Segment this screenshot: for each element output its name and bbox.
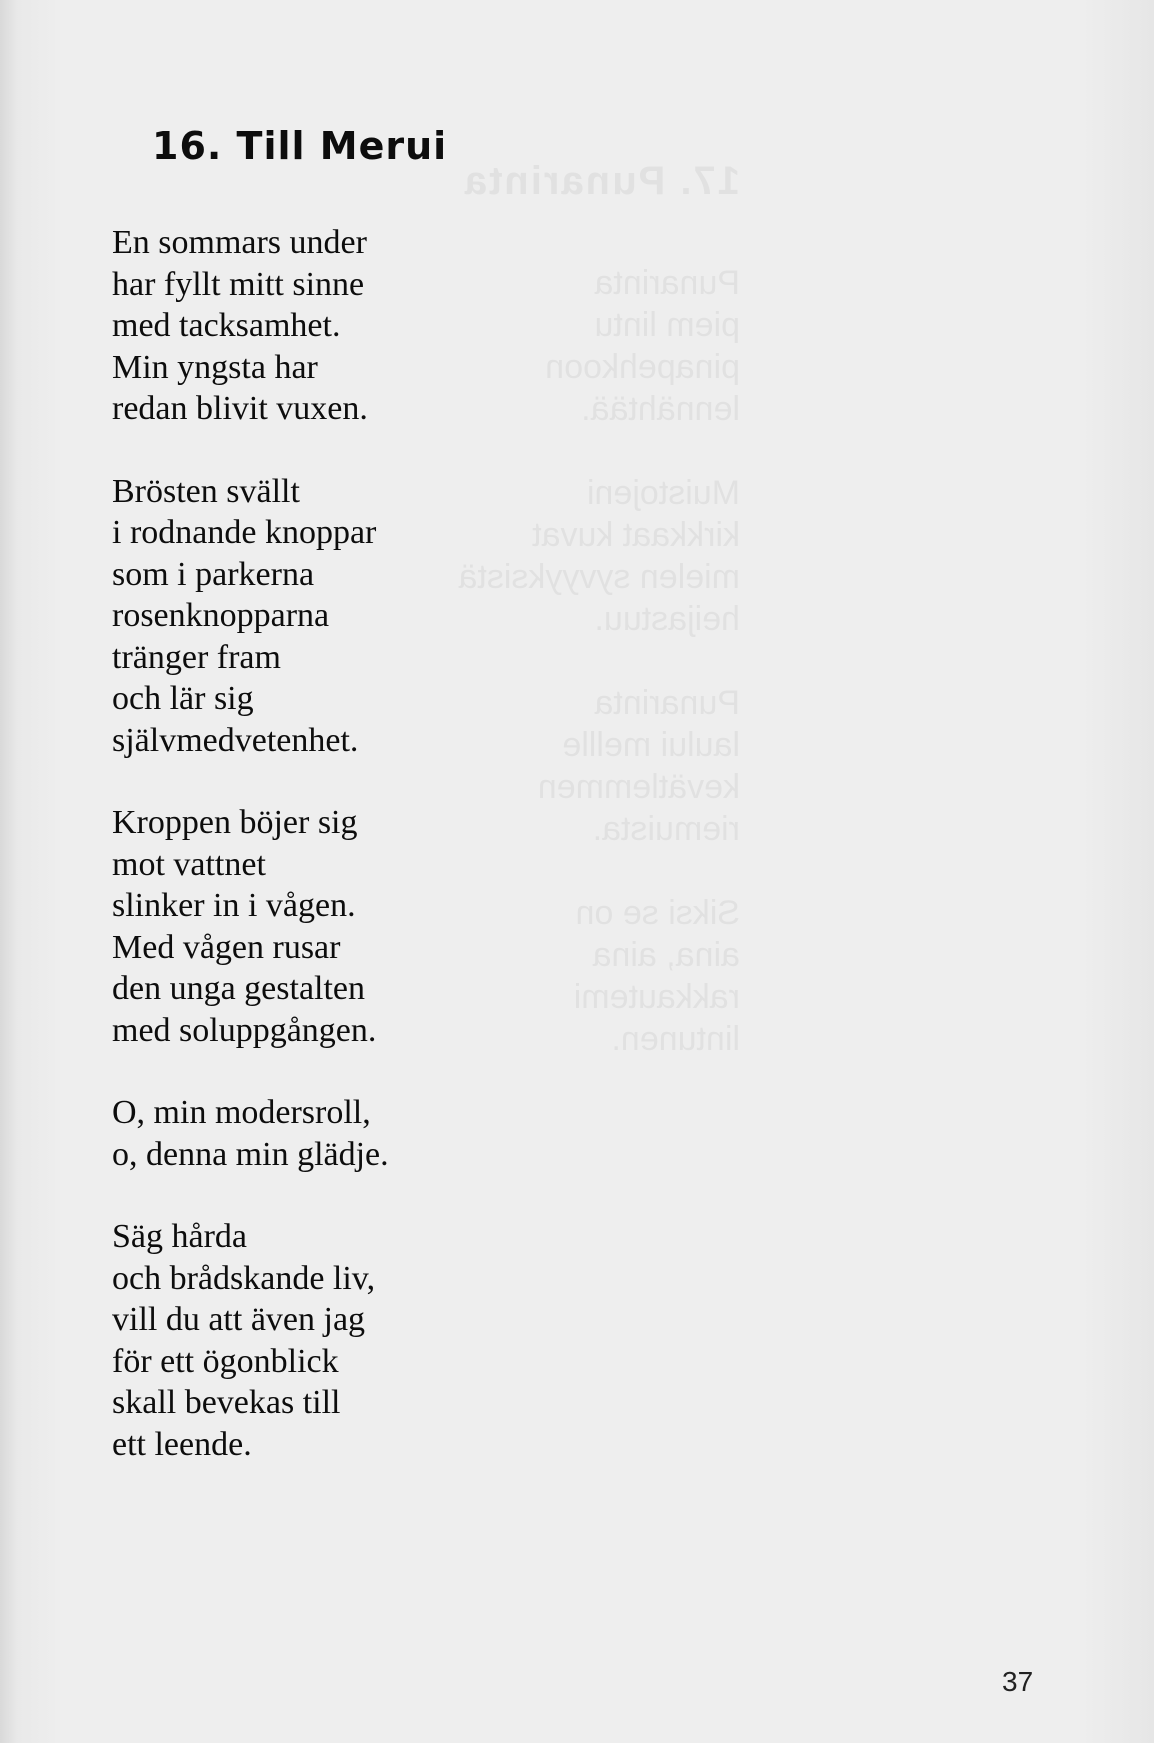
poem-stanza bbox=[112, 802, 532, 1051]
bleed-through-line: riemuista. bbox=[592, 810, 740, 848]
poem-stanza bbox=[112, 1216, 532, 1465]
page-number: 37 bbox=[1002, 1666, 1034, 1697]
poem-line: tränger fram bbox=[112, 638, 281, 676]
poem-line: ett leende. bbox=[112, 1425, 252, 1463]
poem-line: Min yngsta har bbox=[112, 348, 318, 386]
poem-line: rosenknopparna bbox=[112, 597, 330, 634]
bleed-through-line: heijastuu. bbox=[594, 600, 740, 638]
poem-line: Brösten svällt bbox=[112, 472, 300, 510]
poem-title: 16. Till Merui bbox=[152, 124, 448, 168]
poem-body bbox=[112, 222, 532, 1506]
poem-line: redan blivit vuxen. bbox=[112, 390, 368, 427]
poem-line: som i parkerna bbox=[112, 555, 315, 593]
bleed-through-line: Punarinta bbox=[594, 264, 740, 302]
poem-stanza bbox=[112, 222, 532, 430]
poem-line: med soluppgången. bbox=[112, 1011, 377, 1049]
poem-line: o, denna min glädje. bbox=[112, 1135, 389, 1173]
poem-line: självmedvetenhet. bbox=[112, 721, 359, 759]
poem-line: Säg hårda bbox=[112, 1218, 248, 1255]
bleed-through-line: aina, aina bbox=[592, 936, 740, 974]
poem-line: har fyllt mitt sinne bbox=[112, 265, 365, 303]
poem-stanza bbox=[112, 1092, 532, 1175]
poem-line: mot vattnet bbox=[112, 845, 266, 883]
poem-line: Med vågen rusar bbox=[112, 928, 341, 966]
poem-line: för ett ögonblick bbox=[112, 1342, 339, 1380]
poem-line: den unga gestalten bbox=[112, 970, 366, 1007]
bleed-through-line: Siksi se on bbox=[575, 894, 740, 932]
bleed-through-line: pinapehkoon bbox=[545, 348, 740, 386]
bleed-through-line: kevätlemmen bbox=[537, 768, 740, 806]
poem-line: och brådskande liv, bbox=[112, 1259, 376, 1297]
poem-line: och lär sig bbox=[112, 680, 254, 717]
poem-line: vill du att även jag bbox=[112, 1301, 366, 1338]
poem-line: Kroppen böjer sig bbox=[112, 804, 358, 841]
poem-line: En sommars under bbox=[112, 224, 367, 261]
bleed-through-line: lintunen. bbox=[611, 1020, 740, 1058]
poem-stanza bbox=[112, 471, 532, 762]
bleed-through-line: rakkautemi bbox=[573, 978, 740, 1016]
poem-line: skall bevekas till bbox=[112, 1384, 341, 1421]
poem-line: med tacksamhet. bbox=[112, 307, 341, 344]
bleed-through-line: Punarinta bbox=[594, 684, 740, 722]
bleed-through-line: mielen syvyyksistä bbox=[458, 558, 740, 596]
poem-line: O, min modersroll, bbox=[112, 1094, 371, 1131]
bleed-through-line: laului mellle bbox=[562, 726, 740, 764]
bleed-through-line: lennähtää. bbox=[581, 390, 740, 428]
bleed-through-line: kirkkaat kuvat bbox=[532, 516, 740, 554]
poem-line: slinker in i vågen. bbox=[112, 887, 356, 924]
bleed-through-line: piem lintu bbox=[594, 306, 740, 344]
bleed-through-title: 17. Punarinta bbox=[462, 159, 740, 203]
bleed-through-line: Muistojeni bbox=[586, 474, 740, 512]
poem-line: i rodnande knoppar bbox=[112, 514, 377, 551]
